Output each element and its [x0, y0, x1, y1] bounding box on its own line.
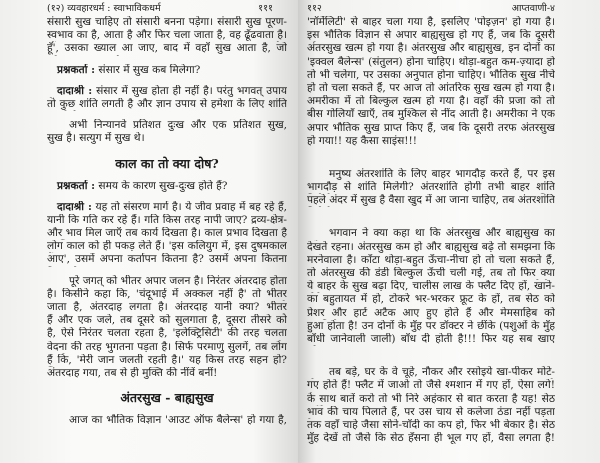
- running-header: [307, 3, 555, 15]
- text-line: अमरीका में तो बिल्कुल खत्म हो गया है। वहाँ की प्रजा को तो: [307, 95, 555, 108]
- text-line: लोग काल को ही पकड़ लेते हैं। 'इस कलियुग में, इस दुषमकाल: [47, 240, 287, 253]
- text-line: जाता है, अंतरदाह लगता है। अंतरदाह यानी क्या? भीतर: [47, 301, 287, 313]
- page-text: [47, 16, 287, 427]
- text-line: का बहुतायत में हो, टोकरे भर-भरकर फ्रूट के हों, तब सेठ को: [307, 293, 555, 306]
- page-number: १११: [258, 3, 273, 14]
- page-text: [307, 16, 555, 445]
- text-line: तो कुछ शांति लगती है और ज्ञान उपाय से हमेशा के लिए शांति: [47, 97, 287, 110]
- text-line: हुआ होता है! उन दोनों के मुँह पर डॉक्टर ने छींके (पशुओं के मुँह: [307, 319, 555, 332]
- text-line: वेदना की तरह भुगतना पड़ता है। सिर्फ परमाणु सुलगें, तब लोग: [47, 340, 287, 353]
- text-line: अभी निन्यानवे प्रतिशत दुःख और एक प्रतिशत सुख,: [69, 119, 287, 132]
- paragraph: [47, 275, 287, 381]
- text-line: मनुष्य अंतरशांति के लिए बाहर भागदौड़ करते हैं, पर इस: [329, 167, 555, 180]
- text-line: है, ऐसे निरंतर चलता रहता है, 'इलेक्ट्रिसिटी' की तरह चलता: [47, 327, 287, 340]
- text-line: गए होते हैं! फ्लैट में जाओ तो जैसे श्मशान में गए हों, ऐसा लगे!: [307, 379, 555, 392]
- text-line: मरनेवाला है। काँटा थोड़ा-बहुत ऊँचा-नीचा हो तो चला सकते हैं,: [307, 253, 555, 266]
- paragraph: [47, 119, 287, 145]
- speaker-label: दादाश्री :: [57, 84, 93, 97]
- text-line: 'नॉर्मेलिटी' से बाहर चला गया है, इसलिए 'पोइज़न' हो गया है।: [307, 16, 555, 28]
- dialogue-paragraph: [47, 64, 287, 77]
- text-line: संसारी सुख चाहिए तो संसारी बनना पड़ेगा। संसारी सुख पूरण-: [47, 16, 287, 28]
- text-line: 'इक्वल बैलेन्स' (संतुलन) होना चाहिए। थोड़ा-बहुत कम-ज़्यादा हो: [307, 55, 555, 68]
- text-line: बीस गोलियाँ खाएँ, तब मुश्किल से नींद आती है। अमरीका ने एक: [307, 108, 555, 121]
- line-text: यह तो संसरण मार्ग है। ये जीव प्रवाह में बह रहे हैं,: [95, 200, 287, 213]
- text-line: है। किसीने कहा कि, 'चंदूभाई में अक्कल नहीं है' तो भीतर: [47, 287, 287, 300]
- page-number: ११२: [307, 3, 322, 14]
- text-line: [47, 201, 287, 214]
- right-page: [298, 0, 600, 463]
- paragraph: [47, 16, 287, 56]
- section-heading: काल का तो क्या दोष?: [115, 155, 219, 171]
- line-text: संसार में सुख होता ही नहीं है। परंतु भगवत् उपाय: [96, 84, 287, 97]
- text-line: ये बाहर के सुख बढ़ा दिए, चालीस लाख के फ्लैट दिए हों, खाने-: [307, 280, 555, 293]
- text-line: हैं कि, 'मेरी जान जलती रहती है।' यह किस तरह सहन हो?: [47, 353, 287, 366]
- text-line: पहले अंदर में सुख है वैसा खुद में आ जाना चाहिए, तब अंतरशांति: [307, 194, 555, 207]
- text-line: हो गया!! यह कैसा साइंस!!!: [307, 134, 418, 147]
- text-line: पूरे जगत् को भीतर अपार जलन है। निरंतर अंतरदाह होता: [69, 274, 287, 287]
- text-line: स्वभाव का है, आता है और फिर चला जाता है, वह ढूँढवाता है।: [47, 29, 287, 42]
- text-line: प्रेशर और हार्ट अटैक आए हुए होते हैं और मेमसाहिब को: [307, 306, 555, 319]
- text-line: और भाव मिल जाएँ तब कार्य दिखता है। काल प्रभाव दिखता है: [47, 227, 287, 240]
- text-line: इस भौतिक विज्ञान से अपार बाह्यसुख हो गए हैं, जब कि दूसरी: [307, 29, 555, 42]
- text-line: तक वहाँ चाहे जैसा सोने-चाँदी का कप हो, फिर भी बेकार है। सेठ: [307, 418, 555, 431]
- speaker-label: दादाश्री :: [57, 200, 92, 213]
- text-line: [47, 64, 287, 77]
- text-line: देखते रहना। अंतरसुख कम हो और बाह्यसुख बढ़े तो समझना कि: [307, 240, 555, 253]
- paragraph: [47, 414, 287, 427]
- text-line: तो भी चलेगा, पर उसका अनुपात होना चाहिए। भौतिक सुख नीचे: [307, 68, 555, 81]
- text-line: यानी कि गति कर रहे हैं। गति किस तरह नापी जाए? द्रव्य-क्षेत्र-: [47, 213, 287, 226]
- dialogue-paragraph: [47, 85, 287, 111]
- dialogue-paragraph: [47, 201, 287, 267]
- text-line: हो तो चला सकते हैं, पर आज तो आंतरिक सुख खत्म हो गया है।: [307, 81, 555, 94]
- section-heading: अंतरसुख - बाह्यसुख: [120, 390, 214, 406]
- text-line: हूँ', उसका ख्याल आ जाए, बाद में वहाँ सुख आता है, जो: [47, 42, 287, 55]
- dialogue-paragraph: [47, 180, 287, 193]
- text-line: बाँधी जानेवाली जाली) बाँध दी होती है!!! फिर यह सब खाए: [307, 332, 555, 345]
- line-text: संसार में सुख कब मिलेगा?: [98, 63, 201, 76]
- text-line: भगवान ने क्या कहा था कि अंतरसुख और बाह्यसुख का: [329, 227, 555, 240]
- text-line: आज का भौतिक विज्ञान 'आउट ऑफ बैलेन्स' हो गया है,: [69, 414, 287, 427]
- text-line: के साथ बातें करो तो भी निरे अहंकार से बात करता है यह! सेठ: [307, 392, 555, 405]
- text-line: आए', उसमें अपना कर्तापन कितना है? उसमें अपना कितना: [47, 253, 287, 266]
- book-title: आप्तवाणी-४: [511, 3, 555, 14]
- left-page: [0, 0, 298, 463]
- paragraph: [307, 16, 555, 148]
- paragraph: [307, 366, 555, 445]
- text-line: तो अंतरसुख की डंडी बिल्कुल ऊँची चली गई, तब तो फिर क्या: [307, 267, 555, 279]
- text-line: [47, 85, 287, 98]
- text-line: भाव की चाय पिलाते हैं, पर उस चाय से कलेजा ठंडा नहीं पड़ता: [307, 405, 555, 418]
- chapter-title: (१२) व्यवहारधर्म : स्वाभाविकधर्म: [47, 3, 161, 14]
- running-header: [47, 3, 273, 15]
- text-line: अंतरसुख खत्म हो गया है। अंतरसुख और बाह्यसुख, इन दोनों का: [307, 42, 555, 55]
- line-text: समय के कारण सुख-दुःख होते हैं?: [98, 179, 228, 192]
- speaker-label: प्रश्नकर्ता :: [57, 179, 96, 192]
- text-line: सुख है। सत्युग में सुख थे।: [47, 132, 145, 145]
- text-line: [47, 180, 287, 193]
- speaker-label: प्रश्नकर्ता :: [57, 63, 96, 76]
- text-line: अंतरदाह गया, तब से ही मुक्ति की नींवें बनीं!: [47, 366, 218, 379]
- text-line: भागदौड़ से शांति मिलेगी? अंतरशांति होगी तभी बाहर शांति: [307, 181, 555, 194]
- text-line: मुँह देखें तो जैसे कि सेठ हँसना ही भूल गए हों, वैसा लगता है!: [307, 432, 555, 445]
- text-line: हैं और एक जले, तब दूसरे को सुलगाता है, दूसरा तीसरे को: [47, 314, 287, 327]
- text-line: अपार भौतिक सुख प्राप्त किए हैं, जब कि दूसरी तरफ अंतरसुख: [307, 121, 555, 134]
- text-line: तब बड़े, घर के वे चूहे, नौकर और रसोइये खा-पीकर मोटे-: [329, 366, 555, 379]
- paragraph: [307, 168, 555, 208]
- paragraph: [307, 227, 555, 346]
